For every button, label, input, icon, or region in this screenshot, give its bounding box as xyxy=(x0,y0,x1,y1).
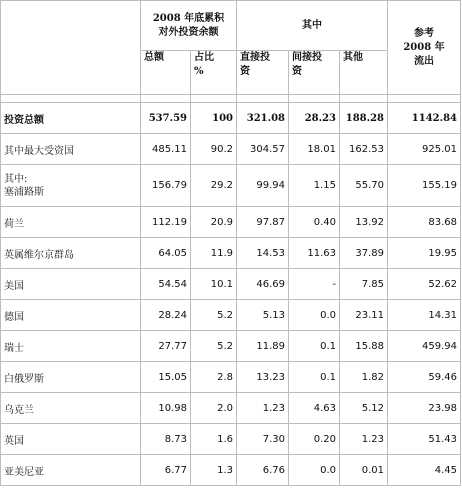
cell-total: 6.77 xyxy=(141,455,191,486)
row-label: 其中最大受资国 xyxy=(1,134,141,165)
cell-other: 188.28 xyxy=(340,103,388,134)
row-label: 英属维尔京群岛 xyxy=(1,238,141,269)
cell-other: 15.88 xyxy=(340,331,388,362)
cell-indirect: 0.0 xyxy=(289,300,340,331)
cell-share: 5.2 xyxy=(191,300,237,331)
row-label: 英国 xyxy=(1,424,141,455)
row-label: 白俄罗斯 xyxy=(1,362,141,393)
cell-other: 5.12 xyxy=(340,393,388,424)
header-of-which: 其中 xyxy=(237,1,388,51)
cell-total: 485.11 xyxy=(141,134,191,165)
table-row xyxy=(1,424,461,455)
header-direct-line2: 资 xyxy=(240,66,251,77)
cell-total: 54.54 xyxy=(141,269,191,300)
cell-share: 11.9 xyxy=(191,238,237,269)
table-row xyxy=(1,134,461,165)
header-indirect xyxy=(289,51,340,95)
header-stock-title-line1: 2008 年底累积 xyxy=(152,12,225,24)
cell-direct: 13.23 xyxy=(237,362,289,393)
cell-direct: 6.76 xyxy=(237,455,289,486)
cell-direct: 97.87 xyxy=(237,207,289,238)
cell-indirect: 11.63 xyxy=(289,238,340,269)
cell-other: 1.82 xyxy=(340,362,388,393)
cell-indirect: 0.20 xyxy=(289,424,340,455)
cell-other: 23.11 xyxy=(340,300,388,331)
cell-total: 10.98 xyxy=(141,393,191,424)
table-row xyxy=(1,207,461,238)
row-label: 瑞士 xyxy=(1,331,141,362)
row-label: 美国 xyxy=(1,269,141,300)
table-row xyxy=(1,331,461,362)
cell-share: 1.3 xyxy=(191,455,237,486)
cell-indirect: 1.15 xyxy=(289,165,340,207)
cell-other: 162.53 xyxy=(340,134,388,165)
cell-reference: 52.62 xyxy=(388,269,461,300)
cell-total: 27.77 xyxy=(141,331,191,362)
table-row xyxy=(1,238,461,269)
cell-direct: 5.13 xyxy=(237,300,289,331)
cell-reference: 459.94 xyxy=(388,331,461,362)
row-label: 荷兰 xyxy=(1,207,141,238)
cell-share: 20.9 xyxy=(191,207,237,238)
cell-other: 7.85 xyxy=(340,269,388,300)
header-total: 总额 xyxy=(141,51,191,95)
header-share-line1: 占比 xyxy=(194,52,214,63)
cell-total: 537.59 xyxy=(141,103,191,134)
row-label: 德国 xyxy=(1,300,141,331)
cell-indirect: 0.40 xyxy=(289,207,340,238)
row-label: 投资总额 xyxy=(1,103,141,134)
header-direct xyxy=(237,51,289,95)
header-stock-title xyxy=(141,1,237,51)
cell-direct: 46.69 xyxy=(237,269,289,300)
cell-reference: 23.98 xyxy=(388,393,461,424)
cell-other: 37.89 xyxy=(340,238,388,269)
cell-share: 1.6 xyxy=(191,424,237,455)
header-share xyxy=(191,51,237,95)
cell-reference: 155.19 xyxy=(388,165,461,207)
cell-total: 112.19 xyxy=(141,207,191,238)
cell-reference: 83.68 xyxy=(388,207,461,238)
cell-share: 100 xyxy=(191,103,237,134)
cell-other: 55.70 xyxy=(340,165,388,207)
cell-reference: 59.46 xyxy=(388,362,461,393)
cell-direct: 99.94 xyxy=(237,165,289,207)
table-row xyxy=(1,455,461,486)
cell-share: 5.2 xyxy=(191,331,237,362)
cell-other: 13.92 xyxy=(340,207,388,238)
row-label: 亚美尼亚 xyxy=(1,455,141,486)
header-stock-title-line2: 对外投资余额 xyxy=(158,26,219,38)
header-indirect-line1: 间接投 xyxy=(292,52,323,63)
cell-indirect: 0.1 xyxy=(289,331,340,362)
cell-reference: 4.45 xyxy=(388,455,461,486)
spacer-row xyxy=(1,95,461,103)
cell-indirect: 28.23 xyxy=(289,103,340,134)
row-label: 乌克兰 xyxy=(1,393,141,424)
cell-reference: 14.31 xyxy=(388,300,461,331)
header-share-line2: % xyxy=(194,66,204,77)
table-row xyxy=(1,165,461,207)
header-reference-line3: 流出 xyxy=(414,55,435,67)
cell-other: 0.01 xyxy=(340,455,388,486)
cell-indirect: 0.0 xyxy=(289,455,340,486)
cell-total: 64.05 xyxy=(141,238,191,269)
cell-total: 8.73 xyxy=(141,424,191,455)
cell-share: 10.1 xyxy=(191,269,237,300)
header-reference xyxy=(388,1,461,95)
cell-reference: 51.43 xyxy=(388,424,461,455)
cell-direct: 1.23 xyxy=(237,393,289,424)
cell-share: 2.8 xyxy=(191,362,237,393)
table-row xyxy=(1,103,461,134)
cell-reference: 1142.84 xyxy=(388,103,461,134)
table-row xyxy=(1,269,461,300)
cell-direct: 11.89 xyxy=(237,331,289,362)
cell-reference: 19.95 xyxy=(388,238,461,269)
table-row xyxy=(1,300,461,331)
cell-total: 156.79 xyxy=(141,165,191,207)
table-row xyxy=(1,362,461,393)
cell-other: 1.23 xyxy=(340,424,388,455)
cell-indirect: 4.63 xyxy=(289,393,340,424)
cell-total: 15.05 xyxy=(141,362,191,393)
row-label-prefix: 其中: xyxy=(4,173,28,185)
header-reference-line1: 参考 xyxy=(414,27,435,39)
cell-indirect: 0.1 xyxy=(289,362,340,393)
cell-share: 2.0 xyxy=(191,393,237,424)
cell-direct: 7.30 xyxy=(237,424,289,455)
cell-share: 90.2 xyxy=(191,134,237,165)
corner-cell xyxy=(1,1,141,95)
header-reference-line2: 2008 年 xyxy=(403,41,445,53)
table-row xyxy=(1,393,461,424)
cell-indirect: - xyxy=(289,269,340,300)
cell-direct: 14.53 xyxy=(237,238,289,269)
cell-indirect: 18.01 xyxy=(289,134,340,165)
cell-direct: 321.08 xyxy=(237,103,289,134)
cell-direct: 304.57 xyxy=(237,134,289,165)
cell-share: 29.2 xyxy=(191,165,237,207)
cell-reference: 925.01 xyxy=(388,134,461,165)
header-other: 其他 xyxy=(340,51,388,95)
header-direct-line1: 直接投 xyxy=(240,52,271,63)
cell-total: 28.24 xyxy=(141,300,191,331)
header-indirect-line2: 资 xyxy=(292,66,303,77)
row-label xyxy=(1,165,141,207)
row-label-name: 塞浦路斯 xyxy=(4,186,44,198)
